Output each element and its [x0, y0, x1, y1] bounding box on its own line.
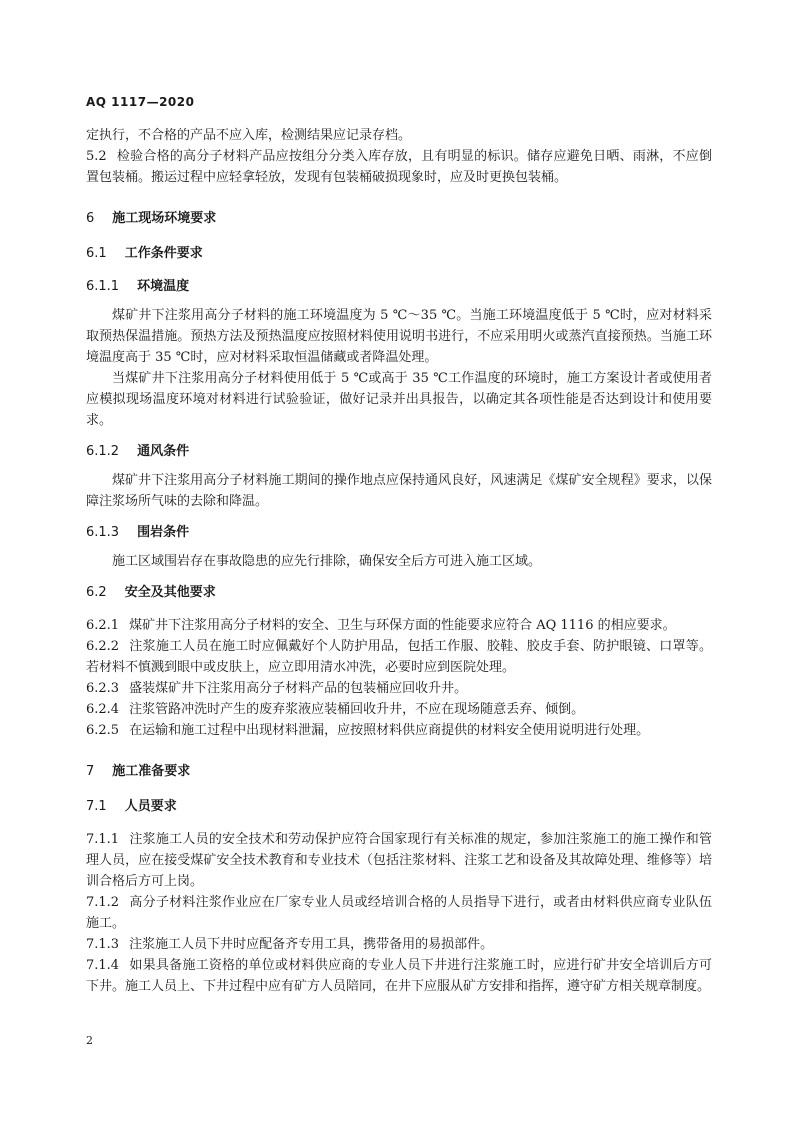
clause-number: 6.2.3: [86, 681, 120, 696]
document-header: AQ 1117—2020: [86, 95, 195, 109]
clause-text: 在运输和施工过程中出现材料泄漏，应按照材料供应商提供的材料安全使用说明进行处理。: [129, 723, 650, 738]
section-number: 7.1: [86, 799, 107, 814]
section-7-1-heading: [86, 796, 712, 817]
section-6-2-heading: [86, 582, 712, 603]
clause-6-2-4: [86, 699, 712, 720]
clause-text: 高分子材料注浆作业应在厂家专业人员或经培训合格的人员指导下进行，或者由材料供应商专业队伍施工。: [86, 895, 712, 931]
clause-number: 7.1.3: [86, 937, 120, 952]
clause-text: 煤矿井下注浆用高分子材料的安全、卫生与环保方面的性能要求应符合 AQ 1116 的相应要求。: [129, 618, 676, 633]
paragraph: 煤矿井下注浆用高分子材料的施工环境温度为 5 ℃～35 ℃。当施工环境温度低于 5 ℃时，应对材料采取预热保温措施。预热方法及预热温度应按照材料使用说明书进行，不应采用明火或蒸汽直接预热。当施工环境温度高于 35 ℃时，应对材料采取恒温储藏或者降温处理。: [86, 308, 712, 365]
section-6-1-2-heading: [86, 441, 712, 462]
section-number: 6.1.2: [86, 444, 120, 459]
clause-7-1-3: [86, 934, 712, 955]
clause-text: 检验合格的高分子材料产品应按组分分类入库存放，且有明显的标识。储存应避免日晒、雨淋，不应倒置包装桶。搬运过程中应轻拿轻放，发现有包装桶破损现象时，应及时更换包装桶。: [86, 149, 712, 185]
section-title: 人员要求: [124, 799, 177, 814]
clause-6-2-2: [86, 636, 712, 678]
section-7-heading: [86, 761, 712, 782]
section-number: 6.1: [86, 246, 107, 261]
section-title: 环境温度: [137, 279, 190, 294]
section-number: 6: [86, 211, 95, 226]
paragraph: 施工区域围岩存在事故隐患的应先行排除，确保安全后方可进入施工区域。: [112, 554, 542, 569]
clause-number: 6.2.1: [86, 618, 120, 633]
section-number: 6.1.1: [86, 279, 120, 294]
clause-number: 6.2.2: [86, 639, 120, 654]
section-number: 6.1.3: [86, 525, 120, 540]
clause-number: 6.2.4: [86, 702, 120, 717]
clause-number: 7.1.4: [86, 958, 120, 973]
clause-text: 注浆施工人员下井时应配备齐专用工具，携带备用的易损部件。: [129, 937, 494, 952]
clause-number: 7.1.2: [86, 895, 120, 910]
section-title: 施工准备要求: [112, 764, 191, 779]
continued-paragraph: 定执行，不合格的产品不应入库，检测结果应记录存档。: [86, 128, 412, 143]
clause-text: 盛装煤矿井下注浆用高分子材料产品的包装桶应回收升井。: [129, 681, 468, 696]
clause-number: 7.1.1: [86, 832, 120, 847]
clause-text: 注浆施工人员在施工时应佩戴好个人防护用品，包括工作服、胶鞋、胶皮手套、防护眼镜、口罩等。若材料不慎溅到眼中或皮肤上，应立即用清水冲洗，必要时应到医院处理。: [86, 639, 712, 675]
paragraph: 当煤矿井下注浆用高分子材料使用低于 5 ℃或高于 35 ℃工作温度的环境时，施工方案设计者或使用者应模拟现场温度环境对材料进行试验验证，做好记录并出具报告，以确定其各项性能是否达到设计和使用要求。: [86, 371, 712, 428]
clause-text: 如果具备施工资格的单位或材料供应商的专业人员下井进行注浆施工时，应进行矿井安全培训后方可下井。施工人员上、下井过程中应有矿方人员陪同，在井下应服从矿方安排和指挥，遵守矿方相关规章制度。: [86, 958, 712, 994]
clause-number: 6.2.5: [86, 723, 120, 738]
clause-6-2-1: [86, 615, 712, 636]
clause-7-1-4: [86, 955, 712, 997]
section-title: 围岩条件: [137, 525, 190, 540]
clause-text: 注浆管路冲洗时产生的废弃浆液应装桶回收升井，不应在现场随意丢弃、倾倒。: [129, 702, 585, 717]
clause-7-1-2: [86, 892, 712, 934]
section-number: 7: [86, 764, 95, 779]
section-title: 通风条件: [137, 444, 190, 459]
section-title: 施工现场环境要求: [112, 211, 217, 226]
document-body: [86, 125, 712, 997]
clause-6-2-5: [86, 720, 712, 741]
section-6-1-heading: [86, 243, 712, 264]
paragraph: 煤矿井下注浆用高分子材料施工期间的操作地点应保持通风良好，风速满足《煤矿安全规程》要求，以保障注浆场所气味的去除和降温。: [86, 473, 712, 509]
section-number: 6.2: [86, 585, 107, 600]
section-6-heading: [86, 208, 712, 229]
clause-number: 5.2: [86, 149, 107, 164]
clause-6-2-3: [86, 678, 712, 699]
clause-text: 注浆施工人员的安全技术和劳动保护应符合国家现行有关标准的规定，参加注浆施工的施工操作和管理人员，应在接受煤矿安全技术教育和专业技术（包括注浆材料、注浆工艺和设备及其故障处理、维修等）培训合格后方可上岗。: [86, 832, 712, 889]
section-6-1-3-heading: [86, 522, 712, 543]
page-number: 2: [86, 1034, 93, 1047]
clause-5-2: [86, 146, 712, 188]
section-title: 工作条件要求: [124, 246, 203, 261]
section-6-1-1-heading: [86, 276, 712, 297]
clause-7-1-1: [86, 829, 712, 892]
section-title: 安全及其他要求: [124, 585, 216, 600]
